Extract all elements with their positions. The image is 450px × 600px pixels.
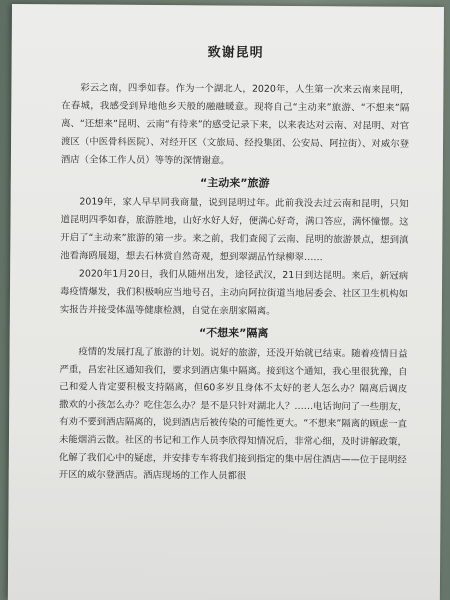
travel-paragraph-1: 2019年，家人早早同我商量，说到昆明过年。此前我没去过云南和昆明，只知道昆明四季如春，旅游胜地，山好水好人好，便满心好奇，满口答应，满怀憧憬。这开启了“主动来”旅游的第一步。来之前，我们查阅了云南、昆明的旅游景点，想到滇池看海鸥展翅，想去石林赏自然奇观，想到翠湖品竹绿柳翠…… xyxy=(60,196,409,264)
intro-paragraph: 彩云之南，四季如春。作为一个湖北人，2020年，人生第一次来云南来昆明，在春城，我感受到异地他乡天般的融融暖意。现将自己“主动来”旅游、“不想来”隔离、“还想来”昆明、云南“有待来”的感受记录下来，以来表达对云南、对昆明、对官渡区（中医骨科医院）、对经开区（文旅局、经投集团、公安局、阿拉街）、对威尔登酒店（全体工作人员）等等的深情谢意。 xyxy=(60,82,410,167)
travel-paragraph-2: 2020年1月20日，我们从随州出发，途径武汉，21日到达昆明。来后，新冠病毒疫情爆发，我们积极响应当地号召，主动向阿拉街道当地居委会、社区卫生机构如实报告并接受体温等健康检测，自觉在亲朋家隔离。 xyxy=(59,268,409,317)
isolation-paragraph-1: 疫情的发展打乱了旅游的计划。说好的旅游，还没开始就已结束。随着疫情日益严重，昌宏社区通知我们，要求到酒店集中隔离。接到这个通知，我心里很犹豫，自己和爱人肯定要积极支持隔离，但60多岁且身体不太好的老人怎么办？隔离后调皮撒欢的小孩怎么办？吃住怎么办？是不是只针对湖北人？……电话询问了一些朋友，有劝不要到酒店隔离的，说到酒店后被传染的可能性更大。“不想来”隔离的顾虑一直未能烟消云散。社区的书记和工作人员李欣得知情况后，非常心细，及时讲解政策，化解了我们心中的疑虑，并安排专车将我们接到指定的集中居住酒店——位于昆明经开区的威尔登酒店。酒店现场的工作人员都很 xyxy=(58,346,408,482)
section-heading-isolation: “不想来”隔离 xyxy=(198,326,269,340)
section-heading-travel: “主动来”旅游 xyxy=(199,176,270,190)
letter-content xyxy=(59,40,410,486)
letter-title: 致谢昆明 xyxy=(207,45,264,61)
paper-sheet xyxy=(8,4,444,600)
